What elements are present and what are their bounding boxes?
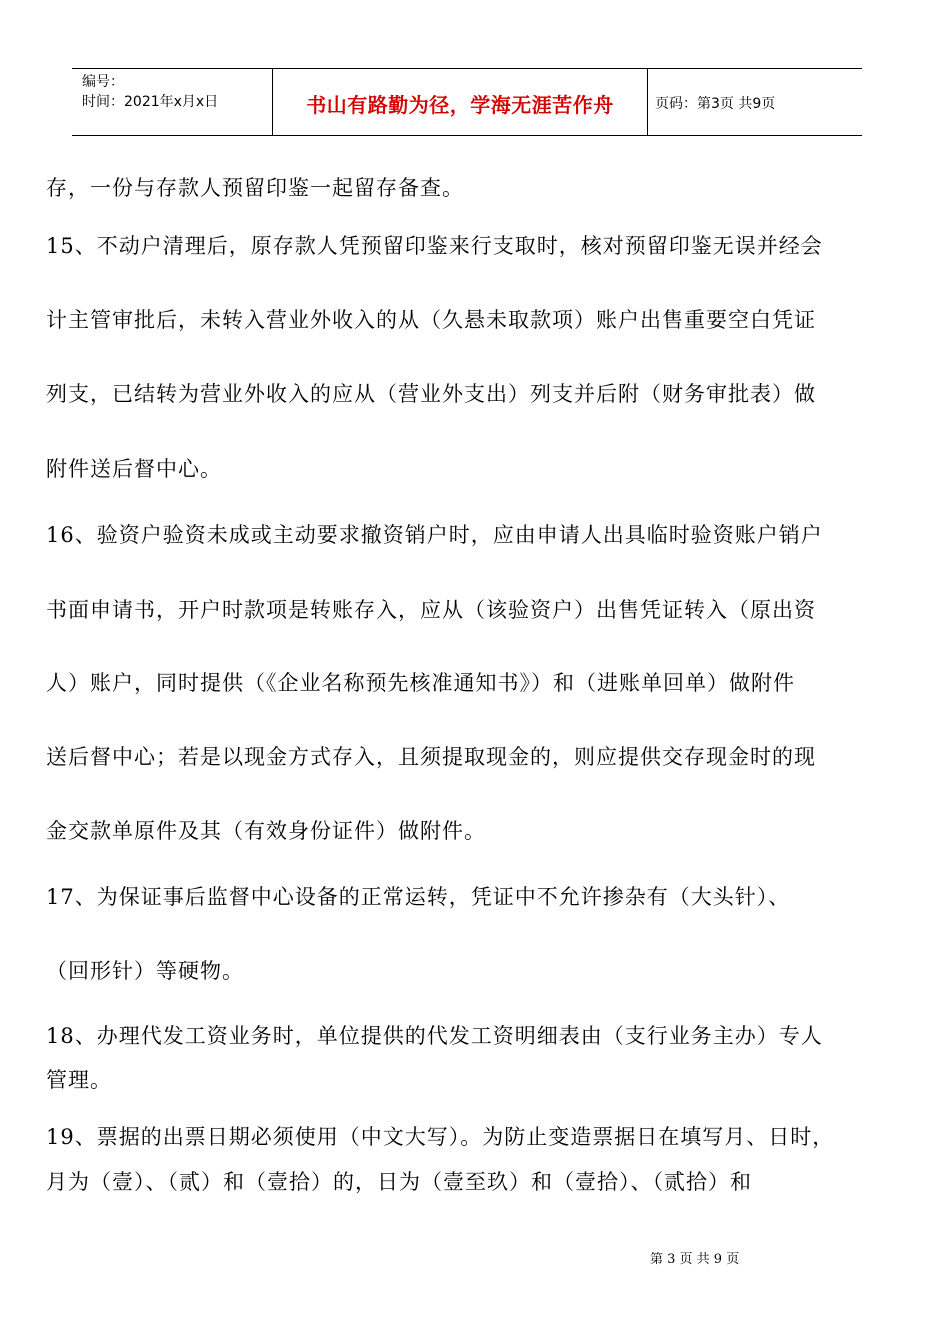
page-footer: 第 3 页 共 9 页 (650, 1252, 740, 1267)
body-line: 月为（壹）、（贰）和（壹拾）的，日为（壹至玖）和（壹拾）、（贰拾）和 (46, 1170, 752, 1194)
body-line: 人）账户，同时提供（《企业名称预先核准通知书》）和（进账单回单）做附件 (46, 671, 795, 695)
time-label: 时间：2021年x月x日 (82, 94, 219, 110)
body-line: 计主管审批后，未转入营业外收入的从（久悬未取款项）账户出售重要空白凭证 (46, 308, 816, 332)
number-label: 编号： (82, 74, 124, 90)
header-divider (647, 69, 648, 135)
body-line: （回形针）等硬物。 (46, 959, 244, 983)
header-page-info: 页码：第3页 共9页 (655, 96, 776, 112)
header-meta (82, 72, 218, 112)
body-line: 附件送后督中心。 (46, 457, 222, 481)
body-line: 书面申请书，开户时款项是转账存入，应从（该验资户）出售凭证转入（原出资 (46, 598, 816, 622)
body-line: 16、验资户验资未成或主动要求撤资销户时，应由申请人出具临时验资账户销户 (46, 523, 823, 547)
body-line: 存，一份与存款人预留印鉴一起留存备查。 (46, 176, 464, 200)
body-line: 18、办理代发工资业务时，单位提供的代发工资明细表由（支行业务主办）专人 (46, 1024, 823, 1048)
body-line: 金交款单原件及其（有效身份证件）做附件。 (46, 819, 486, 843)
body-line: 列支，已结转为营业外收入的应从（营业外支出）列支并后附（财务审批表）做 (46, 382, 816, 406)
page-header (72, 68, 862, 136)
header-motto: 书山有路勤为径，学海无涯苦作舟 (306, 93, 614, 117)
body-line: 管理。 (46, 1068, 112, 1092)
body-line: 15、不动户清理后，原存款人凭预留印鉴来行支取时，核对预留印鉴无误并经会 (46, 234, 823, 258)
body-line: 17、为保证事后监督中心设备的正常运转，凭证中不允许掺杂有（大头针）、 (46, 885, 791, 909)
body-line: 送后督中心；若是以现金方式存入，且须提取现金的，则应提供交存现金时的现 (46, 745, 816, 769)
body-line: 19、票据的出票日期必须使用（中文大写）。为防止变造票据日在填写月、日时， (46, 1125, 835, 1149)
